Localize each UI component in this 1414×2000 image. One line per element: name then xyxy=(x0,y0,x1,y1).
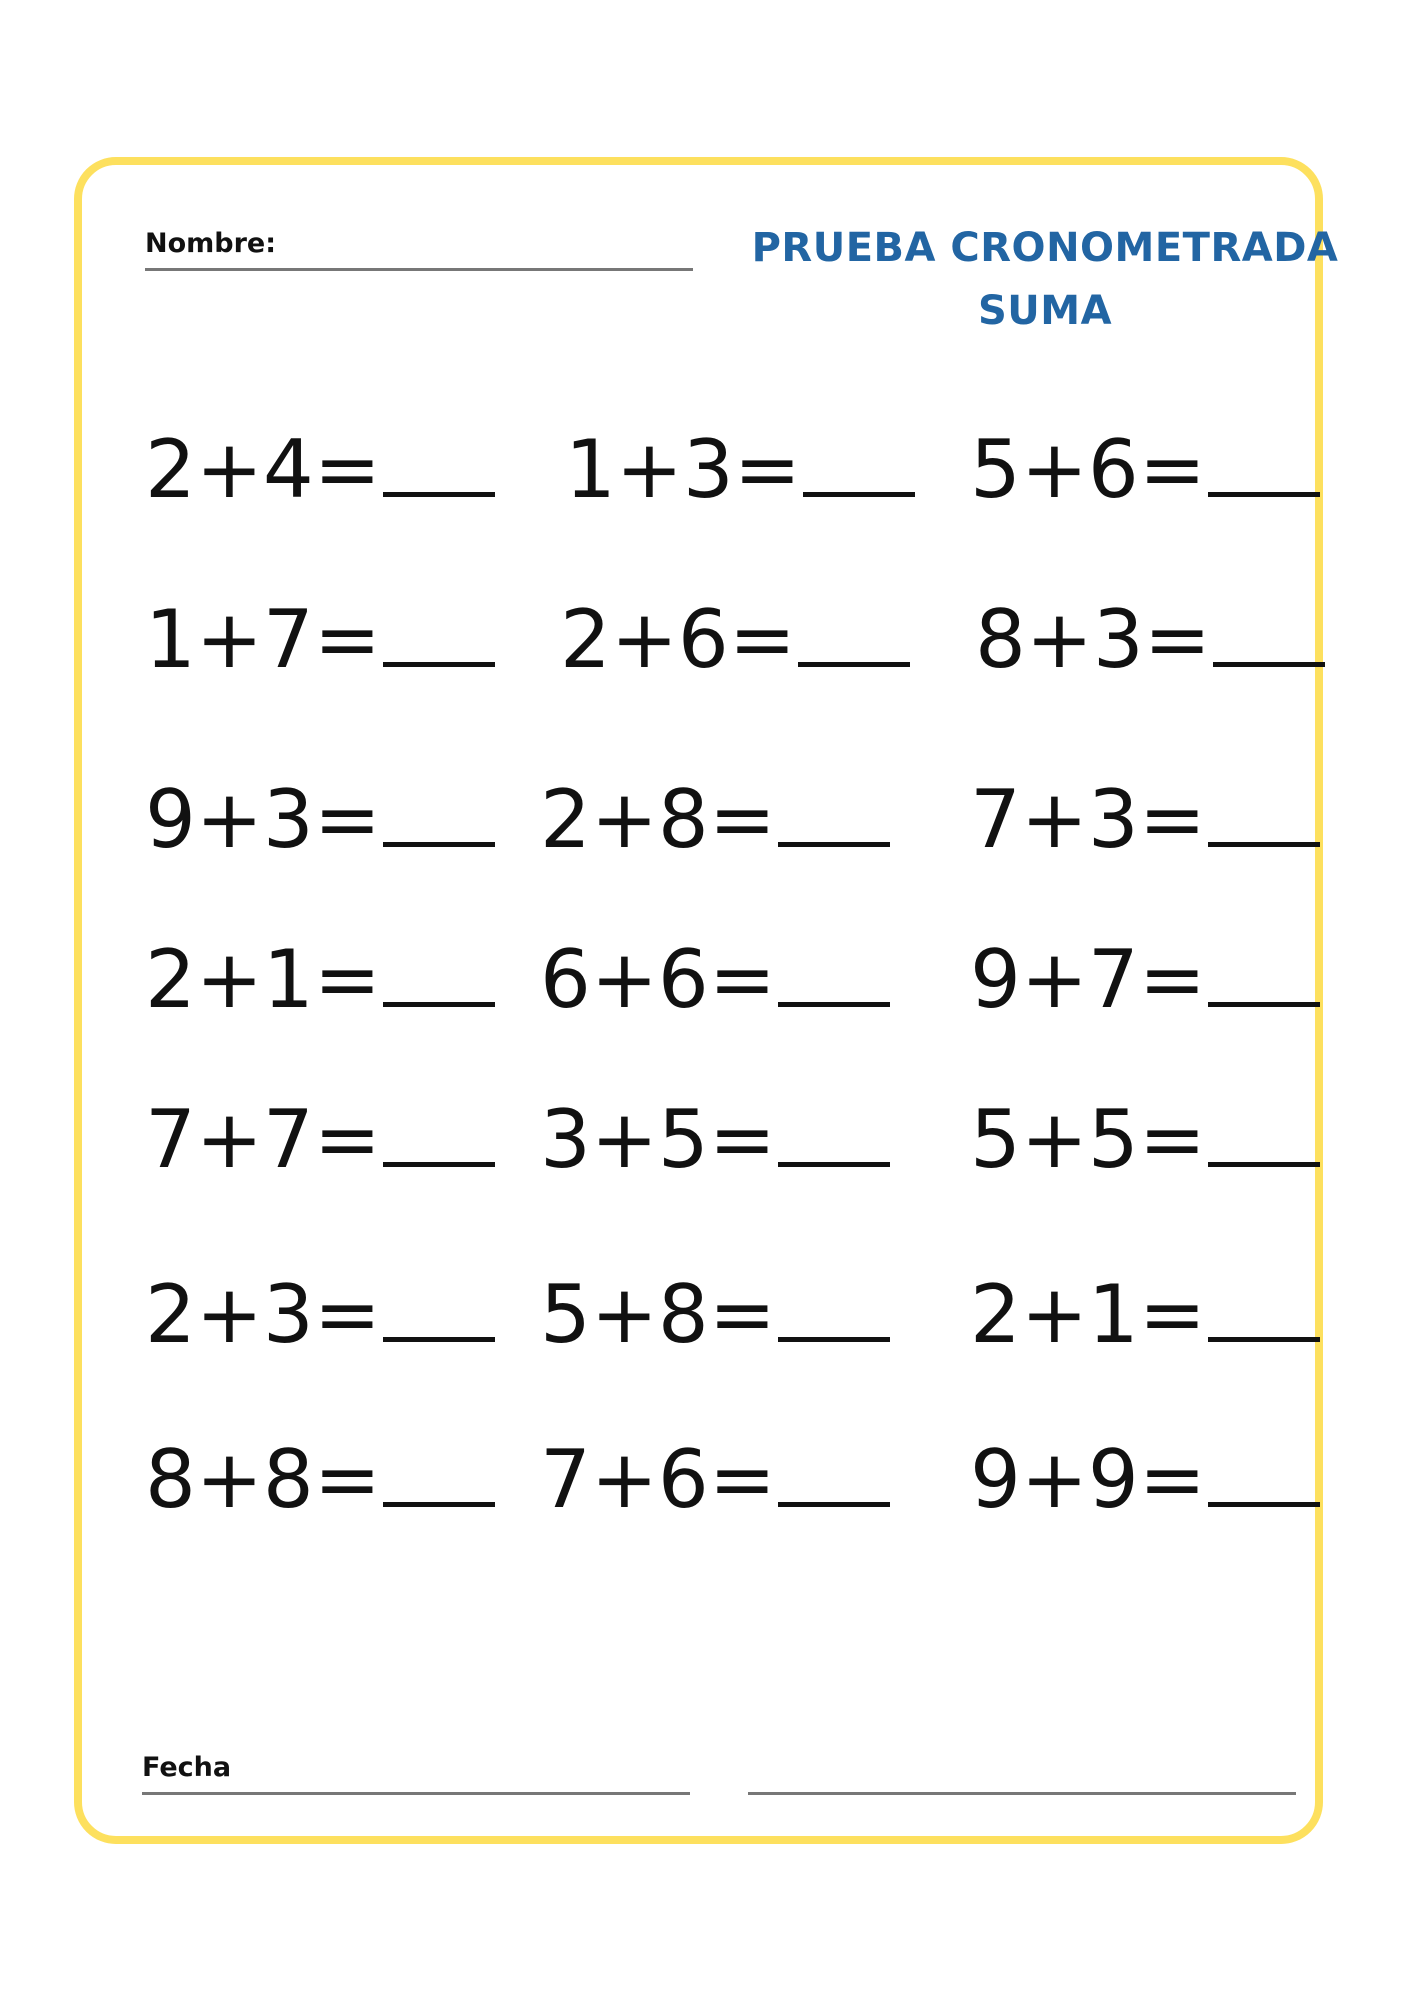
problem-equation: 9+3= xyxy=(145,773,381,866)
problem-item xyxy=(145,933,495,1026)
answer-blank[interactable] xyxy=(383,1502,495,1507)
problem-item xyxy=(145,773,495,866)
problem-equation: 9+7= xyxy=(970,933,1206,1026)
answer-blank[interactable] xyxy=(778,1502,890,1507)
problem-equation: 2+6= xyxy=(560,593,796,686)
problem-item xyxy=(145,1268,495,1361)
problem-equation: 1+7= xyxy=(145,593,381,686)
problem-item xyxy=(565,423,915,516)
problem-equation: 7+6= xyxy=(540,1433,776,1526)
problem-item xyxy=(970,1268,1320,1361)
problem-equation: 7+3= xyxy=(970,773,1206,866)
problem-equation: 3+5= xyxy=(540,1093,776,1186)
problem-equation: 8+8= xyxy=(145,1433,381,1526)
problem-item xyxy=(975,593,1325,686)
worksheet-title-line2: SUMA xyxy=(977,288,1113,334)
problem-item xyxy=(540,1093,890,1186)
problem-equation: 5+6= xyxy=(970,423,1206,516)
problem-item xyxy=(970,933,1320,1026)
signature-line[interactable] xyxy=(748,1792,1296,1795)
answer-blank[interactable] xyxy=(383,1002,495,1007)
problem-item xyxy=(145,593,495,686)
problem-equation: 6+6= xyxy=(540,933,776,1026)
date-line[interactable] xyxy=(142,1792,690,1795)
problem-equation: 5+8= xyxy=(540,1268,776,1361)
problem-equation: 8+3= xyxy=(975,593,1211,686)
answer-blank[interactable] xyxy=(383,1337,495,1342)
problem-item xyxy=(540,1268,890,1361)
problem-item xyxy=(540,933,890,1026)
problem-item xyxy=(970,423,1320,516)
answer-blank[interactable] xyxy=(778,1002,890,1007)
problem-equation: 9+9= xyxy=(970,1433,1206,1526)
answer-blank[interactable] xyxy=(1208,1002,1320,1007)
problem-equation: 7+7= xyxy=(145,1093,381,1186)
problem-item xyxy=(540,773,890,866)
answer-blank[interactable] xyxy=(1213,662,1325,667)
answer-blank[interactable] xyxy=(803,492,915,497)
answer-blank[interactable] xyxy=(1208,1502,1320,1507)
worksheet-title-line1: PRUEBA CRONOMETRADA xyxy=(751,225,1339,271)
answer-blank[interactable] xyxy=(1208,1337,1320,1342)
problem-equation: 2+8= xyxy=(540,773,776,866)
answer-blank[interactable] xyxy=(778,1337,890,1342)
answer-blank[interactable] xyxy=(383,1162,495,1167)
answer-blank[interactable] xyxy=(1208,842,1320,847)
name-label: Nombre: xyxy=(145,228,277,259)
answer-blank[interactable] xyxy=(1208,1162,1320,1167)
problem-equation: 2+1= xyxy=(145,933,381,1026)
problem-item xyxy=(145,423,495,516)
answer-blank[interactable] xyxy=(798,662,910,667)
problem-equation: 2+3= xyxy=(145,1268,381,1361)
answer-blank[interactable] xyxy=(383,492,495,497)
problem-equation: 5+5= xyxy=(970,1093,1206,1186)
problem-equation: 2+4= xyxy=(145,423,381,516)
answer-blank[interactable] xyxy=(383,842,495,847)
answer-blank[interactable] xyxy=(778,842,890,847)
problem-item xyxy=(560,593,910,686)
name-line[interactable] xyxy=(145,268,693,271)
problem-item xyxy=(145,1093,495,1186)
answer-blank[interactable] xyxy=(778,1162,890,1167)
problem-equation: 2+1= xyxy=(970,1268,1206,1361)
problem-item xyxy=(145,1433,495,1526)
problem-item xyxy=(540,1433,890,1526)
date-label: Fecha xyxy=(142,1752,232,1783)
answer-blank[interactable] xyxy=(383,662,495,667)
problem-item xyxy=(970,773,1320,866)
problem-item xyxy=(970,1093,1320,1186)
problem-equation: 1+3= xyxy=(565,423,801,516)
problem-item xyxy=(970,1433,1320,1526)
answer-blank[interactable] xyxy=(1208,492,1320,497)
